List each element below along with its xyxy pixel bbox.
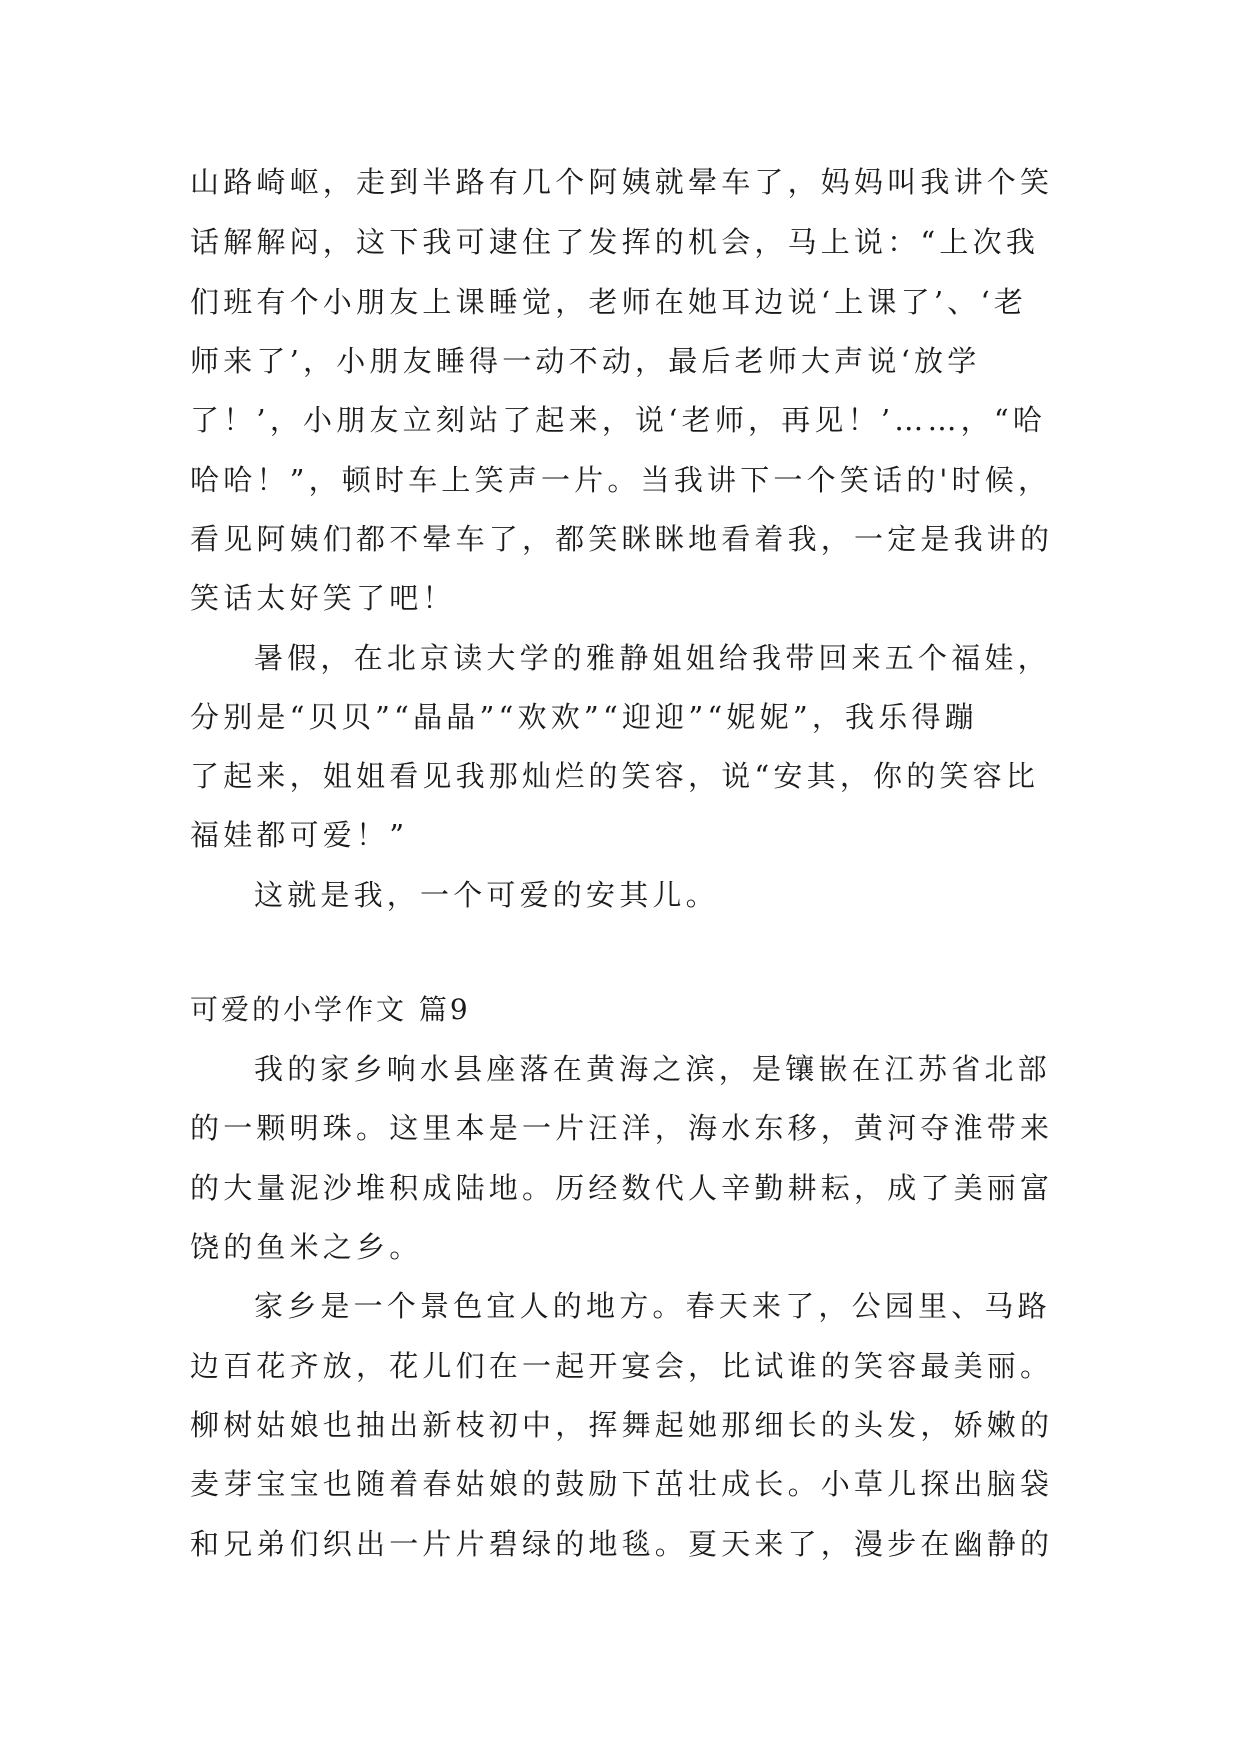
- paragraph-line: 我的家乡响水县座落在黄海之滨，是镶嵌在江苏省北部: [254, 1052, 1051, 1086]
- paragraph-line: 边百花齐放，花儿们在一起开宴会，比试谁的笑容最美丽。: [190, 1349, 1054, 1383]
- paragraph-line: 师来了’，小朋友睡得一动不动，最后老师大声说‘放学: [190, 344, 981, 378]
- paragraph-line: 麦芽宝宝也随着春姑娘的鼓励下茁壮成长。小草儿探出脑袋: [190, 1467, 1054, 1501]
- paragraph-line: 了起来，姐姐看见我那灿烂的笑容，说“安其，你的笑容比: [190, 759, 1040, 793]
- paragraph-line: 家乡是一个景色宜人的地方。春天来了，公园里、马路: [254, 1289, 1051, 1323]
- section-heading: 可爱的小学作文 篇9: [190, 993, 471, 1026]
- paragraph-line: 分别是“贝贝”“晶晶”“欢欢”“迎迎”“妮妮”，我乐得蹦: [190, 700, 978, 734]
- paragraph-line: 笑话太好笑了吧！: [190, 581, 456, 615]
- paragraph-line: 话解解闷，这下我可逮住了发挥的机会，马上说：“上次我: [190, 225, 1040, 259]
- paragraph-line: 哈哈！”，顿时车上笑声一片。当我讲下一个笑话的'时候，: [190, 463, 1052, 497]
- paragraph-line: 山路崎岖，走到半路有几个阿姨就晕车了，妈妈叫我讲个笑: [190, 165, 1054, 199]
- paragraph-line: 柳树姑娘也抽出新枝初中，挥舞起她那细长的头发，娇嫩的: [190, 1408, 1054, 1442]
- paragraph-line: 看见阿姨们都不晕车了，都笑眯眯地看着我，一定是我讲的: [190, 522, 1054, 556]
- paragraph-line: 暑假，在北京读大学的雅静姐姐给我带回来五个福娃，: [254, 641, 1051, 675]
- paragraph-line: 和兄弟们织出一片片碧绿的地毯。夏天来了，漫步在幽静的: [190, 1527, 1054, 1561]
- paragraph-line: 福娃都可爱！”: [190, 818, 409, 852]
- paragraph-line: 的大量泥沙堆积成陆地。历经数代人辛勤耕耘，成了美丽富: [190, 1171, 1054, 1205]
- paragraph-line: 们班有个小朋友上课睡觉，老师在她耳边说‘上课了’、‘老: [190, 285, 1028, 319]
- paragraph-line: 了！’，小朋友立刻站了起来，说‘老师，再见！’……，“哈: [190, 403, 1047, 437]
- paragraph-line: 饶的鱼米之乡。: [190, 1230, 423, 1264]
- paragraph-line: 这就是我，一个可爱的安其儿。: [254, 878, 719, 912]
- paragraph-line: 的一颗明珠。这里本是一片汪洋，海水东移，黄河夺淮带来: [190, 1111, 1054, 1145]
